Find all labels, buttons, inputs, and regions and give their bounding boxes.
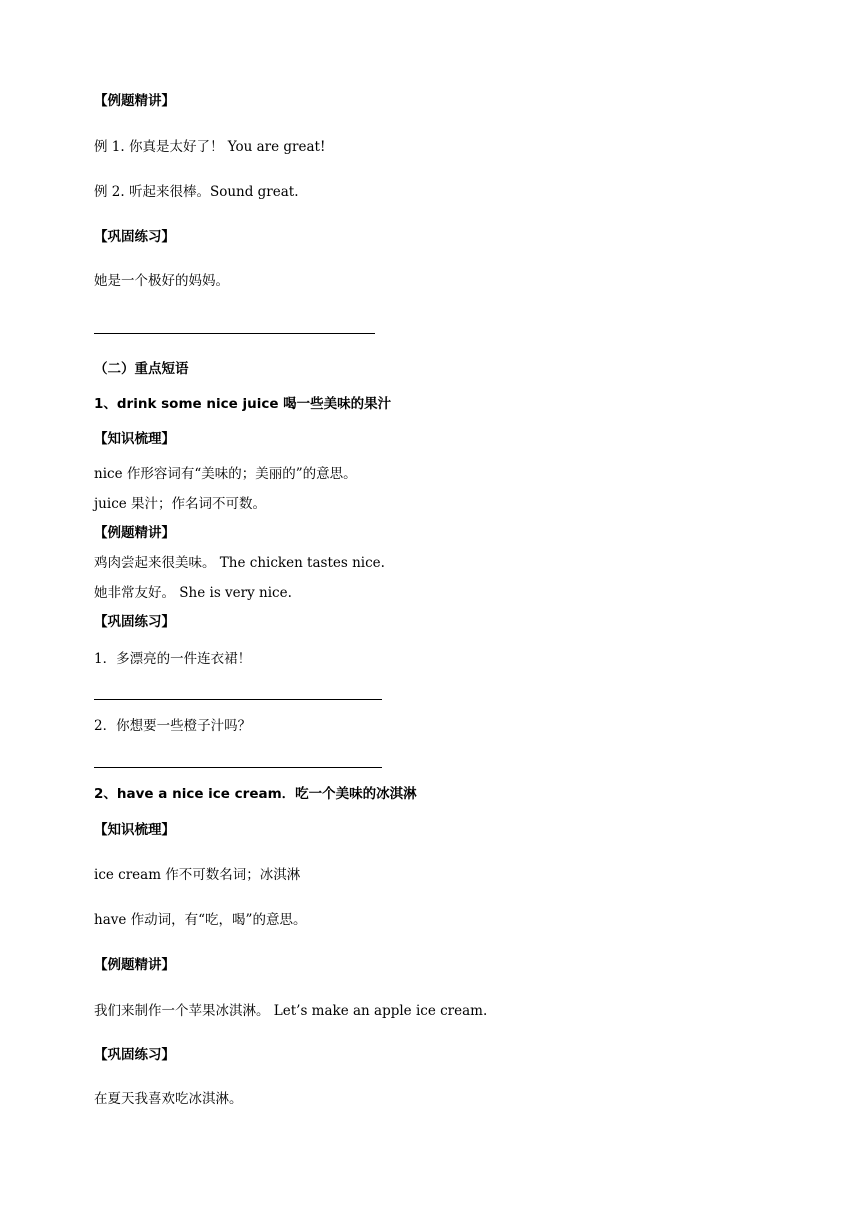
knowledge-line-2: juice 果汁；作名词不可数。 [94,496,267,512]
example-line-2: 她非常友好。 She is very nice. [94,585,292,601]
knowledge-line-2: have 作动词，有“吃，喝”的意思。 [94,912,307,928]
example-line-1: 例 1. 你真是太好了！ You are great! [94,139,326,155]
example-line-1: 我们来制作一个苹果冰淇淋。 Let’s make an apple ice cream. [94,1003,488,1019]
section-heading-knowledge: 【知识梳理】 [94,822,175,838]
answer-line [94,699,382,700]
practice-question: 在夏天我喜欢吃冰淇淋。 [94,1091,243,1107]
answer-line [94,333,375,334]
knowledge-line-1: nice 作形容词有“美味的；美丽的”的意思。 [94,466,357,482]
phrase-title-1: 1、drink some nice juice 喝一些美味的果汁 [94,396,392,412]
section-heading-practice: 【巩固练习】 [94,1047,175,1063]
section-heading-practice: 【巩固练习】 [94,614,175,630]
section-heading-knowledge: 【知识梳理】 [94,431,175,447]
example-line-1: 鸡肉尝起来很美味。 The chicken tastes nice. [94,555,385,571]
answer-line [94,767,382,768]
example-line-2: 例 2. 听起来很棒。Sound great. [94,184,299,200]
section-heading-practice: 【巩固练习】 [94,229,175,245]
practice-question-1: 1．多漂亮的一件连衣裙！ [94,651,252,667]
section-heading-examples: 【例题精讲】 [94,525,175,541]
part-heading-key-phrases: （二）重点短语 [94,361,189,377]
knowledge-line-1: ice cream 作不可数名词；冰淇淋 [94,867,301,883]
section-heading-examples: 【例题精讲】 [94,957,175,973]
phrase-title-2: 2、have a nice ice cream．吃一个美味的冰淇淋 [94,786,417,802]
practice-question-2: 2．你想要一些橙子汁吗？ [94,718,252,734]
section-heading-examples: 【例题精讲】 [94,93,175,109]
practice-question: 她是一个极好的妈妈。 [94,273,229,289]
